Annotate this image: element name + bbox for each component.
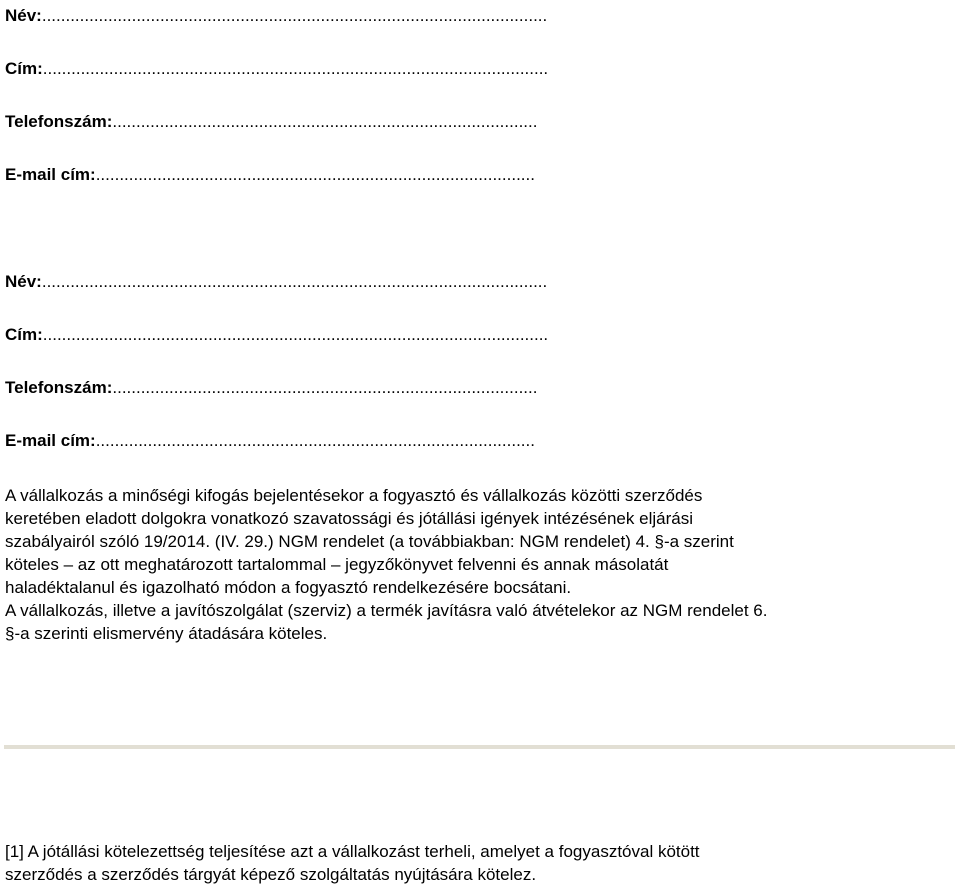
contact2-name-dots: ...........................................................................................................: [41, 272, 548, 291]
contact2-address-field: [5, 325, 548, 345]
footnote-line: szerződés a szerződés tárgyát képező szolgáltatás nyújtására kötelez.: [5, 865, 537, 884]
footnote-line: [1] A jótállási kötelezettség teljesítése azt a vállalkozást terheli, amelyet a fogyasztóval kötött: [5, 842, 700, 861]
contact1-phone-dots: ..........................................................................................: [112, 112, 538, 131]
contact2-email-field: [5, 431, 535, 451]
body-line: A vállalkozás a minőségi kifogás bejelentésekor a fogyasztó és vállalkozás közötti szerződés: [5, 486, 703, 505]
contact2-address-label: Cím:: [5, 325, 43, 344]
contact1-address-dots: ...........................................................................................................: [42, 59, 549, 78]
body-paragraph: [5, 484, 955, 645]
body-line: §-a szerinti elismervény átadására köteles.: [5, 624, 328, 643]
contact1-email-field: [5, 165, 535, 185]
body-line: A vállalkozás, illetve a javítószolgálat (szerviz) a termék javításra való átvételekor az NGM rendelet 6.: [5, 601, 768, 620]
contact2-address-dots: ...........................................................................................................: [42, 325, 549, 344]
contact2-phone-field: [5, 378, 537, 398]
body-line: szabályairól szóló 19/2014. (IV. 29.) NGM rendelet (a továbbiakban: NGM rendelet) 4. §-a szerint: [5, 532, 734, 551]
contact1-phone-label: Telefonszám:: [5, 112, 113, 131]
footnote: [5, 840, 955, 886]
body-line: keretében eladott dolgokra vonatkozó szavatossági és jótállási igények intézésének eljárási: [5, 509, 693, 528]
contact1-phone-field: [5, 112, 537, 132]
body-line: köteles – az ott meghatározott tartalommal – jegyzőkönyvet felvenni és annak másolatát: [5, 555, 669, 574]
contact1-address-field: [5, 59, 548, 79]
footnote-divider: [4, 745, 955, 749]
contact2-email-dots: .............................................................................................: [95, 431, 535, 450]
contact1-address-label: Cím:: [5, 59, 43, 78]
contact2-phone-dots: ..........................................................................................: [112, 378, 538, 397]
contact2-name-label: Név:: [5, 272, 42, 291]
contact1-name-label: Név:: [5, 6, 42, 25]
contact2-phone-label: Telefonszám:: [5, 378, 113, 397]
contact1-name-field: [5, 6, 547, 26]
contact2-email-label: E-mail cím:: [5, 431, 96, 450]
contact1-name-dots: ...........................................................................................................: [41, 6, 548, 25]
contact1-email-label: E-mail cím:: [5, 165, 96, 184]
contact1-email-dots: .............................................................................................: [95, 165, 535, 184]
body-line: haladéktalanul és igazolható módon a fogyasztó rendelkezésére bocsátani.: [5, 578, 572, 597]
contact2-name-field: [5, 272, 547, 292]
